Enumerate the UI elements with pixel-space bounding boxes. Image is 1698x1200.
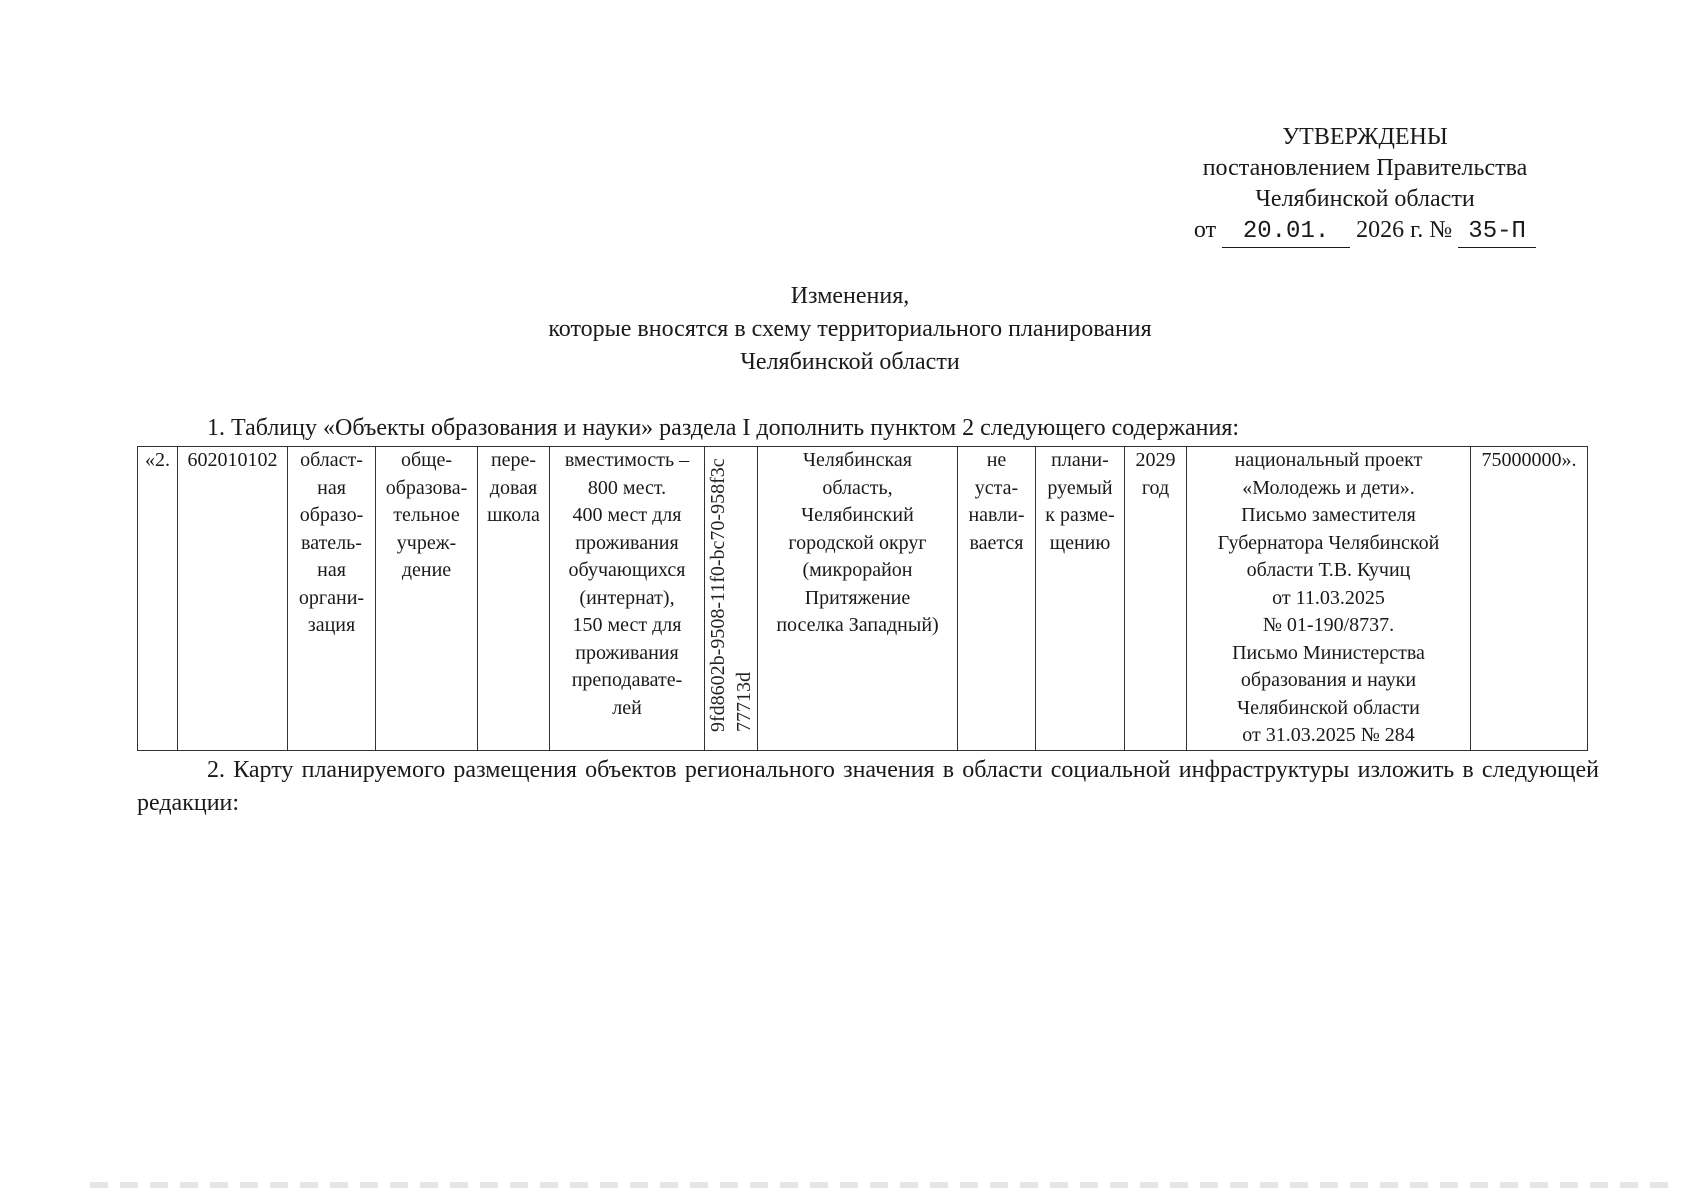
basis-line: национальный проект bbox=[1234, 449, 1423, 471]
cell-number bbox=[138, 447, 178, 751]
capacity-line: проживания bbox=[575, 531, 679, 554]
basis-line: от 31.03.2025 № 284 bbox=[1242, 724, 1415, 746]
zone-line: навли- bbox=[968, 504, 1025, 526]
zone-line: вается bbox=[969, 531, 1024, 554]
cell-year bbox=[1125, 447, 1187, 751]
status-line: щению bbox=[1049, 531, 1111, 554]
cell-uuid bbox=[705, 447, 758, 751]
cell-type bbox=[288, 447, 376, 751]
capacity-line: вместимость – bbox=[564, 449, 690, 471]
basis-line: «Молодежь и дети». bbox=[1242, 476, 1415, 499]
capacity-line: 150 мест для bbox=[572, 614, 682, 636]
location-line: Челябинский bbox=[801, 504, 914, 526]
cell-name bbox=[478, 447, 550, 751]
document-heading bbox=[300, 280, 1400, 379]
basis-line: Губернатора Челябинской bbox=[1217, 531, 1440, 554]
approval-date-line bbox=[1170, 215, 1560, 248]
approval-title: УТВЕРЖДЕНЫ bbox=[1282, 124, 1448, 150]
status-line: руемый bbox=[1047, 476, 1113, 499]
basis-line: Письмо Министерства bbox=[1232, 641, 1425, 664]
kind-line: образова- bbox=[385, 476, 468, 499]
heading-line-2: которые вносятся в схему территориального планирования bbox=[548, 316, 1152, 342]
paragraph-1: 1. Таблицу «Объекты образования и науки» раздела I дополнить пунктом 2 следующего содержания: bbox=[207, 415, 1240, 441]
location-line: область, bbox=[822, 476, 893, 499]
location-line: поселка Западный) bbox=[776, 614, 939, 636]
type-line: зация bbox=[307, 614, 356, 636]
year-line: 2029 bbox=[1135, 449, 1176, 471]
capacity-line: 400 мест для bbox=[572, 504, 682, 526]
type-line: област- bbox=[300, 449, 363, 471]
approval-line-2: Челябинской области bbox=[1255, 186, 1475, 212]
cell-code-text: 602010102 bbox=[187, 449, 278, 471]
type-line: образо- bbox=[299, 504, 364, 526]
type-line: ная bbox=[317, 559, 346, 581]
table-row bbox=[138, 447, 1588, 751]
zone-line: уста- bbox=[974, 476, 1019, 499]
approval-prefix: от bbox=[1193, 217, 1217, 243]
cell-kind bbox=[376, 447, 478, 751]
kind-line: дение bbox=[401, 559, 452, 581]
cell-number-text: «2. bbox=[145, 449, 170, 471]
cell-basis bbox=[1187, 447, 1471, 751]
approval-number: 35-П bbox=[1458, 216, 1536, 248]
approval-line-1: постановлением Правительства bbox=[1202, 155, 1528, 181]
cell-zone bbox=[958, 447, 1036, 751]
location-line: городской округ bbox=[788, 531, 927, 554]
uuid-text: 9fd8602b-9508-11f0-bc70-958f3c77713d bbox=[707, 458, 755, 732]
kind-line: учреж- bbox=[396, 531, 457, 554]
name-line: довая bbox=[489, 476, 538, 499]
approval-block bbox=[1170, 122, 1560, 248]
zone-line: не bbox=[986, 449, 1007, 471]
scan-edge-artifact bbox=[90, 1182, 1670, 1188]
cell-capacity bbox=[550, 447, 705, 751]
type-line: ная bbox=[317, 476, 346, 499]
capacity-line: проживания bbox=[575, 641, 679, 664]
kind-line: тельное bbox=[393, 504, 460, 526]
objects-table bbox=[137, 446, 1588, 751]
name-line: пере- bbox=[490, 449, 537, 471]
location-line: Притяжение bbox=[804, 586, 911, 609]
heading-line-1: Изменения, bbox=[790, 283, 910, 309]
cell-location bbox=[758, 447, 958, 751]
capacity-line: 800 мест. bbox=[587, 476, 667, 499]
basis-line: Письмо заместителя bbox=[1241, 504, 1416, 526]
basis-line: Челябинской области bbox=[1237, 696, 1420, 719]
cell-status bbox=[1036, 447, 1125, 751]
name-line: школа bbox=[487, 504, 540, 526]
approval-year: 2026 г. № bbox=[1356, 217, 1453, 243]
type-line: ватель- bbox=[301, 531, 362, 554]
capacity-line: лей bbox=[612, 696, 642, 719]
basis-line: области Т.В. Кучиц bbox=[1246, 559, 1411, 581]
location-line: Челябинская bbox=[802, 449, 912, 471]
cell-cost-text: 75000000». bbox=[1481, 449, 1577, 471]
basis-line: № 01-190/8737. bbox=[1262, 614, 1395, 636]
heading-line-3: Челябинской области bbox=[740, 349, 960, 375]
cell-code bbox=[178, 447, 288, 751]
kind-line: обще- bbox=[400, 449, 453, 471]
capacity-line: обучающихся bbox=[568, 559, 686, 581]
type-line: органи- bbox=[298, 586, 365, 609]
status-line: к разме- bbox=[1045, 504, 1115, 526]
location-line: (микрорайон bbox=[802, 559, 913, 581]
basis-line: от 11.03.2025 bbox=[1272, 586, 1385, 609]
status-line: плани- bbox=[1051, 449, 1109, 471]
capacity-line: преподавате- bbox=[571, 669, 683, 691]
year-line: год bbox=[1141, 476, 1170, 499]
basis-line: образования и науки bbox=[1240, 669, 1417, 691]
paragraph-2: 2. Карту планируемого размещения объектов регионального значения в области социальной инфраструктуры изложить в следующей редакции: bbox=[137, 757, 1599, 816]
approval-date: 20.01. bbox=[1222, 216, 1350, 248]
cell-cost bbox=[1471, 447, 1588, 751]
capacity-line: (интернат), bbox=[579, 586, 675, 609]
